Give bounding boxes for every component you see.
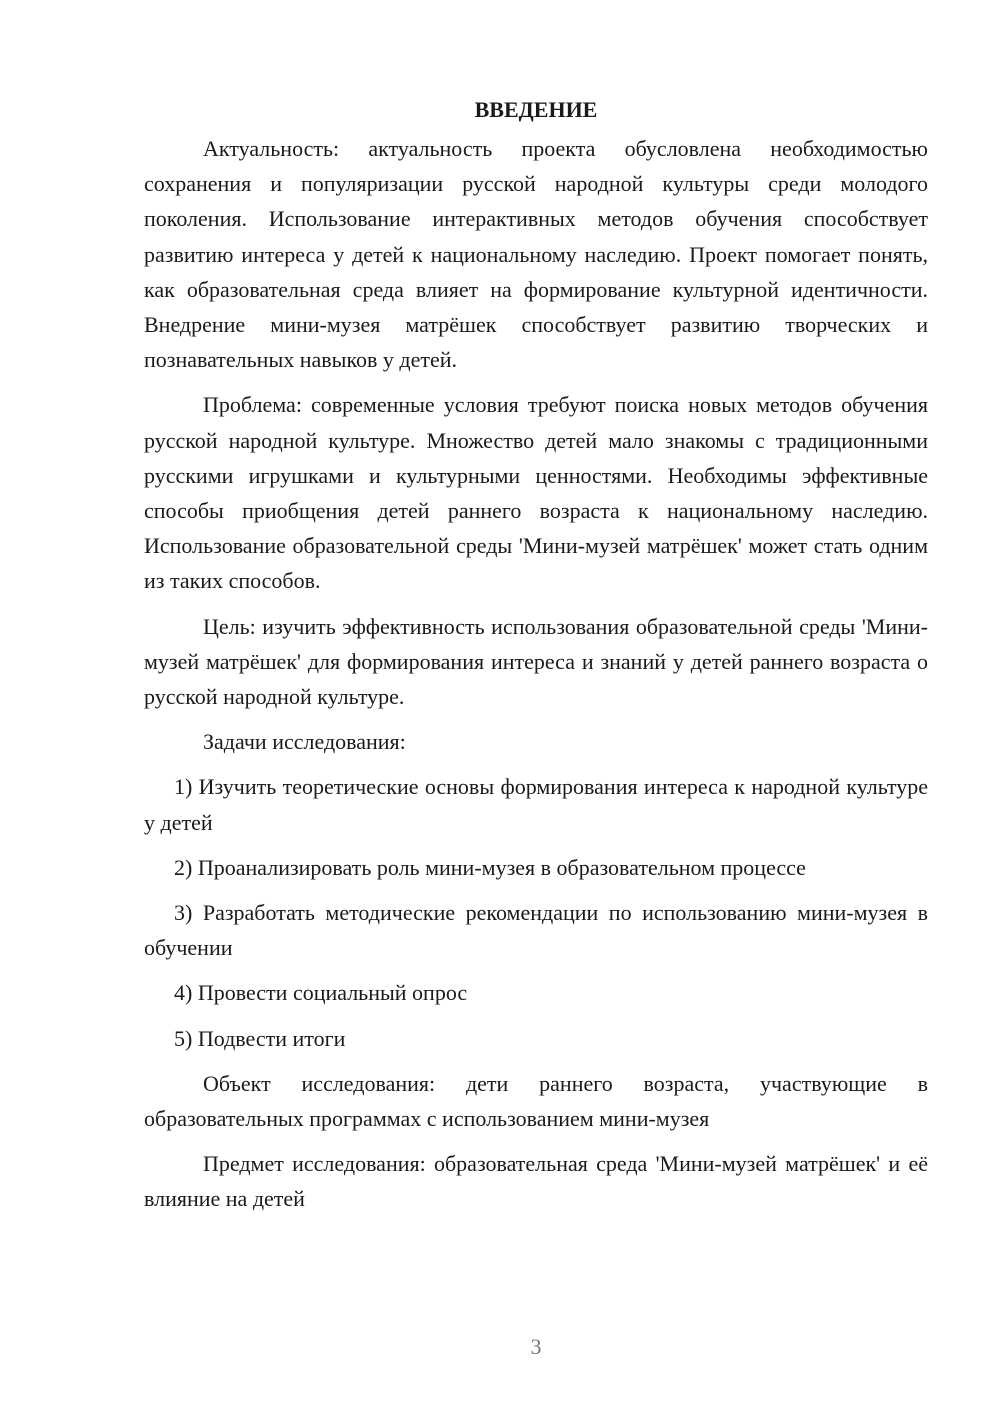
paragraph-goal: Цель: изучить эффективность использования образовательной среды 'Мини-музей матрёшек' для формирования интереса и знаний у детей раннего возраста о русской народной культуре. — [144, 613, 928, 710]
tasks-heading: Задачи исследования: — [203, 729, 406, 755]
page-number: 3 — [530, 1334, 542, 1359]
paragraph-relevance: Актуальность: актуальность проекта обусловлена необходимостью сохранения и популяризации русской народной культуры среди молодого поколения. Использование интерактивных методов обучения способствует развитию интереса у детей к национальному наследию. Проект помогает понять, как образовательная среда влияет на формирование культурной идентичности. Внедрение мини-музея матрёшек способствует развитию творческих и познавательных навыков у детей. — [144, 136, 928, 373]
task-item-1: 1) Изучить теоретические основы формирования интереса к народной культуре у детей — [144, 774, 928, 835]
paragraph-problem: Проблема: современные условия требуют поиска новых методов обучения русской народной культуре. Множество детей мало знакомы с традиционными русскими игрушками и культурными ценностями. Необходимы эффективные способы приобщения детей раннего возраста к национальному наследию. Использование образовательной среды 'Мини-музей матрёшек' может стать одним из таких способов. — [144, 392, 928, 594]
task-item-2: 2) Проанализировать роль мини-музея в образовательном процессе — [174, 854, 806, 880]
task-item-3: 3) Разработать методические рекомендации по использованию мини-музея в обучении — [144, 900, 928, 961]
task-item-5: 5) Подвести итоги — [174, 1025, 346, 1051]
paragraph-subject: Предмет исследования: образовательная среда 'Мини-музей матрёшек' и её влияние на детей — [144, 1151, 928, 1212]
page-title: ВВЕДЕНИЕ — [474, 97, 598, 122]
document-page — [144, 92, 928, 1227]
paragraph-object: Объект исследования: дети раннего возраста, участвующие в образовательных программах с использованием мини-музея — [144, 1070, 928, 1132]
task-item-4: 4) Провести социальный опрос — [174, 980, 468, 1006]
